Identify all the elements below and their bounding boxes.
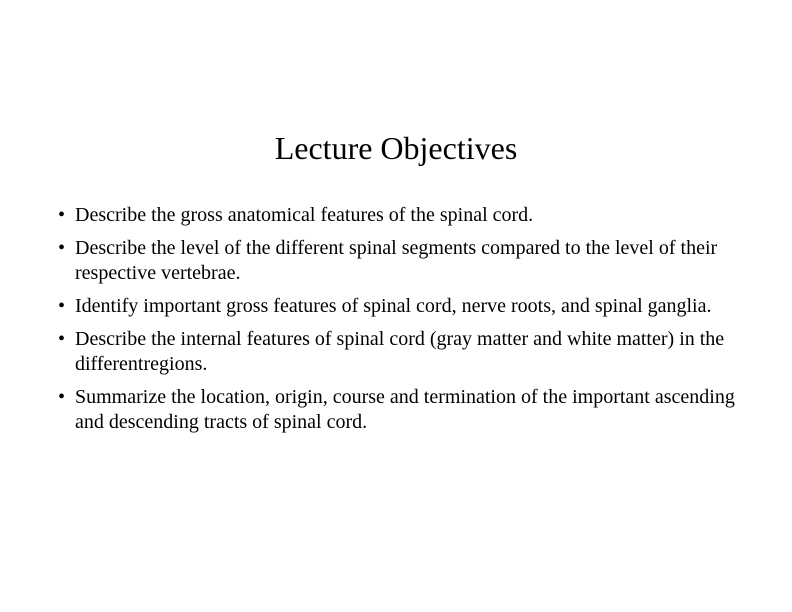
bullet-icon: • <box>58 295 66 317</box>
bullet-icon: • <box>58 204 66 226</box>
slide-title: Lecture Objectives <box>274 130 518 166</box>
objectives-list <box>58 203 738 443</box>
bullet-text: Summarize the location, origin, course and termination of the important ascending and descending tracts of spinal cord. <box>75 386 735 433</box>
list-item <box>58 327 738 377</box>
bullet-text: Describe the level of the different spinal segments compared to the level of their respective vertebrae. <box>75 237 718 284</box>
bullet-icon: • <box>58 328 66 350</box>
bullet-text: Describe the gross anatomical features of the spinal cord. <box>75 204 534 226</box>
bullet-text: Describe the internal features of spinal cord (gray matter and white matter) in the differentregions. <box>75 328 725 375</box>
list-item <box>58 385 738 435</box>
bullet-icon: • <box>58 237 66 259</box>
list-item <box>58 294 738 319</box>
bullet-text: Identify important gross features of spinal cord, nerve roots, and spinal ganglia. <box>75 295 712 317</box>
list-item <box>58 203 738 228</box>
list-item <box>58 236 738 286</box>
bullet-icon: • <box>58 386 66 408</box>
